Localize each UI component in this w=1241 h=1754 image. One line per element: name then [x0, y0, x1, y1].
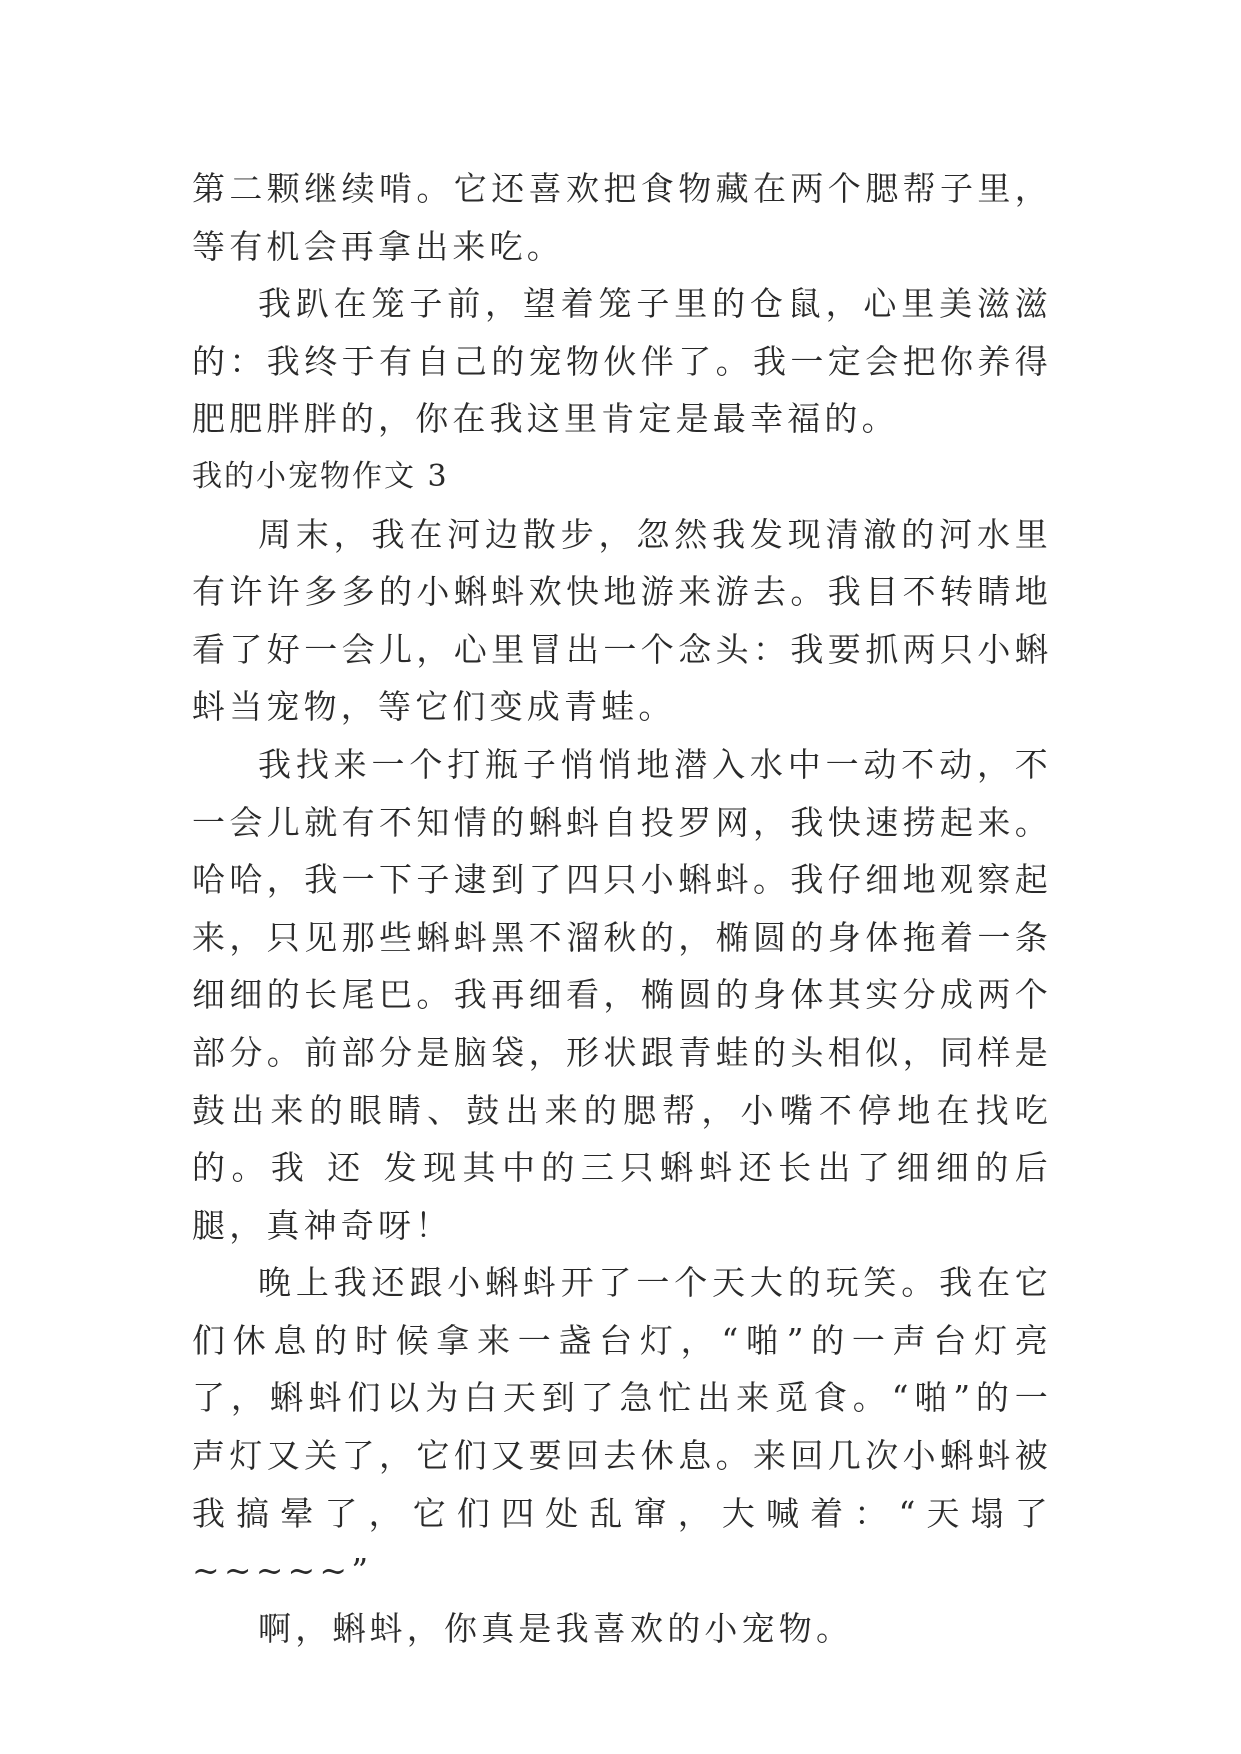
paragraph-evening: 晚上我还跟小蝌蚪开了一个天大的玩笑。我在它们休息的时候拿来一盏台灯，“啪”的一声台灯亮了，蝌蚪们以为白天到了急忙出来觅食。“啪”的一声灯又关了，它们又要回去休息。来回几次小蝌蚪被我搞晕了，它们四处乱窜，大喊着：“天塌了~~~~~”: [192, 1263, 1052, 1591]
section-title: 我的小宠物作文 3: [192, 458, 449, 494]
paragraph-continuation: 第二颗继续啃。它还喜欢把食物藏在两个腮帮子里，等有机会再拿出来吃。: [192, 169, 1052, 266]
paragraph-weekend: 周末，我在河边散步，忽然我发现清澈的河水里有许许多多的小蝌蚪欢快地游来游去。我目不转睛地看了好一会儿，心里冒出一个念头：我要抓两只小蝌蚪当宠物，等它们变成青蛙。: [192, 514, 1052, 727]
paragraph-closing: 啊，蝌蚪，你真是我喜欢的小宠物。: [258, 1608, 854, 1648]
paragraph-hamster: 我趴在笼子前，望着笼子里的仓鼠，心里美滋滋的：我终于有自己的宠物伙伴了。我一定会把你养得肥肥胖胖的，你在我这里肯定是最幸福的。: [192, 284, 1052, 439]
document-body: [192, 160, 1052, 1657]
paragraph-catching: 我找来一个打瓶子悄悄地潜入水中一动不动，不一会儿就有不知情的蝌蚪自投罗网，我快速捞起来。哈哈，我一下子逮到了四只小蝌蚪。我仔细地观察起来，只见那些蝌蚪黑不溜秋的，椭圆的身体拖着一条细细的长尾巴。我再细看，椭圆的身体其实分成两个部分。前部分是脑袋，形状跟青蛙的头相似，同样是鼓出来的眼睛、鼓出来的腮帮，小嘴不停地在找吃的。我 还 发现其中的三只蝌蚪还长出了细细的后腿，真神奇呀！: [192, 744, 1052, 1245]
